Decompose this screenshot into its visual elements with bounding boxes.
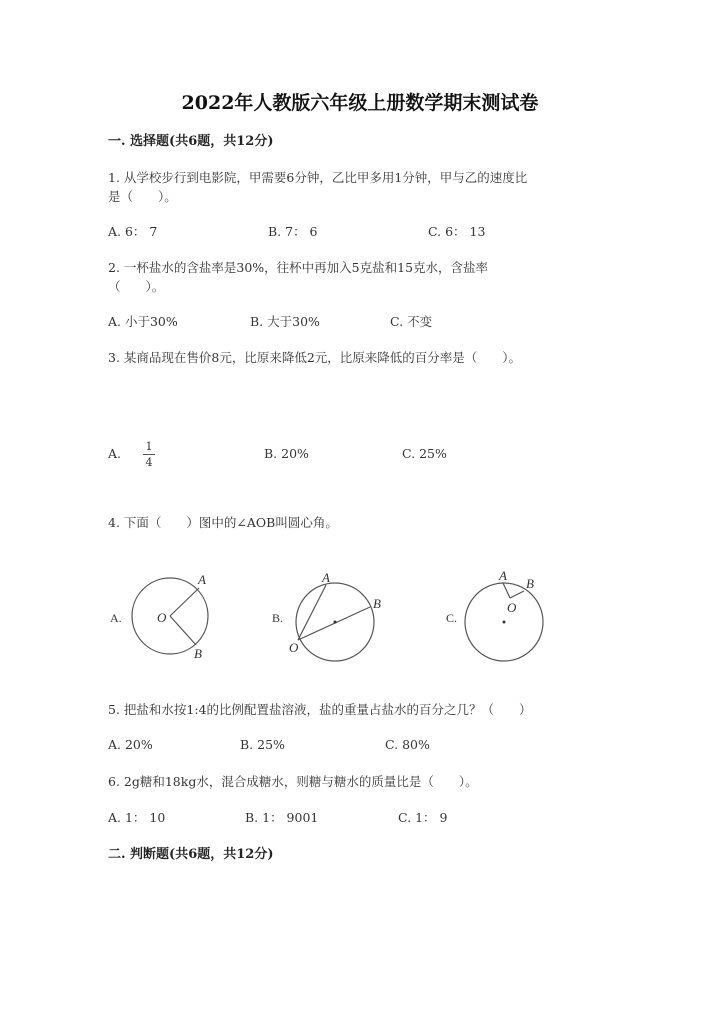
fig-c-label-a: A: [499, 568, 507, 583]
center-dot-b: [334, 621, 337, 624]
q1-option-a: A. 6： 7: [108, 224, 158, 239]
fig-a-label-b: B: [194, 646, 202, 661]
q6-option-b: B. 1： 9001: [245, 810, 319, 825]
fig-b-label-o: O: [289, 640, 299, 655]
fig-b-label-a: A: [322, 570, 330, 585]
q3-option-a: A.: [108, 446, 122, 461]
radius-ob: [170, 616, 196, 645]
question-3: 3. 某商品现在售价8元，比原来降低2元，比原来降低的百分率是（ ）。: [108, 350, 522, 365]
question-1-cont: 是（ ）。: [108, 189, 177, 204]
q6-option-a: A. 1： 10: [108, 810, 166, 825]
fig-c-label-o: O: [507, 600, 517, 615]
q5-option-c: C. 80%: [385, 737, 430, 752]
fig-b-option-label: B.: [272, 611, 284, 625]
segment-ob: [510, 591, 524, 598]
q3-option-b: B. 20%: [264, 446, 309, 461]
q5-option-a: A. 20%: [108, 737, 153, 752]
fig-a-label-a: A: [198, 572, 206, 587]
q3-option-c: C. 25%: [402, 446, 447, 461]
fig-a-label-o: O: [157, 610, 167, 625]
fig-b-label-b: B: [373, 596, 381, 611]
question-5: 5. 把盐和水按1:4的比例配置盐溶液，盐的重量占盐水的百分之几？（ ）: [108, 702, 532, 717]
fig-c-label-b: B: [526, 576, 534, 591]
q2-option-a: A. 小于30%: [108, 314, 178, 329]
question-4: 4. 下面（ ）图中的∠AOB叫圆心角。: [108, 515, 338, 530]
page-title: 2022年人教版六年级上册数学期末测试卷: [181, 92, 539, 114]
figure-a: [132, 578, 208, 654]
q6-option-c: C. 1： 9: [398, 810, 448, 825]
question-1: 1. 从学校步行到电影院，甲需要6分钟，乙比甲多用1分钟，甲与乙的速度比: [108, 170, 528, 185]
q1-option-b: B. 7： 6: [268, 224, 318, 239]
q5-option-b: B. 25%: [240, 737, 285, 752]
question-2: 2. 一杯盐水的含盐率是30%，往杯中再加入5克盐和15克水，含盐率: [108, 260, 489, 275]
fig-a-option-label: A.: [110, 611, 122, 625]
q2-option-c: C. 不变: [390, 314, 433, 329]
section-heading-choice: 一. 选择题(共6题，共12分): [108, 134, 274, 149]
question-6: 6. 2g糖和18kg水，混合成糖水，则糖与糖水的质量比是（ ）。: [108, 774, 478, 789]
radius-oa: [170, 588, 199, 616]
question-2-cont: （ ）。: [108, 279, 165, 294]
fraction-denominator: 4: [145, 456, 153, 469]
center-dot-c: [503, 621, 506, 624]
chord-ob: [298, 607, 370, 640]
q1-option-c: C. 6： 13: [428, 224, 486, 239]
segment-oa: [503, 583, 510, 598]
fig-c-option-label: C.: [446, 611, 458, 625]
fraction-numerator: 1: [145, 440, 153, 453]
section-heading-judgement: 二. 判断题(共6题，共12分): [108, 847, 274, 862]
chord-oa: [298, 585, 326, 640]
q2-option-b: B. 大于30%: [250, 314, 320, 329]
